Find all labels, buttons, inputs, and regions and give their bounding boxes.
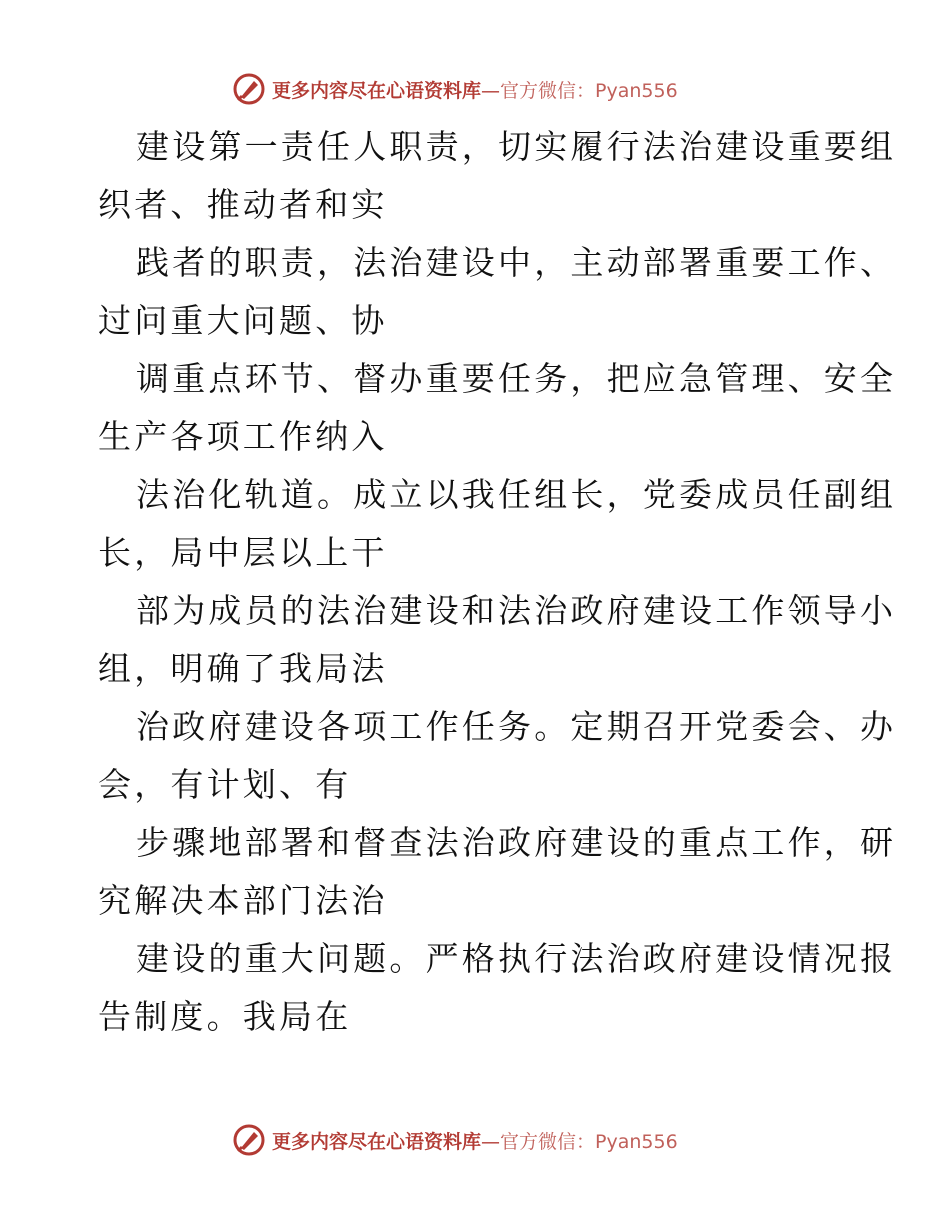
body-line: 生产各项工作纳入: [98, 417, 388, 456]
header-banner-dash: —: [481, 79, 501, 102]
body-line: 组，明确了我局法: [98, 649, 388, 688]
body-line: 建设第一责任人职责，切实履行法治建设重要组: [136, 127, 897, 166]
header-banner-contact: 官方微信：Pyan556: [500, 79, 678, 102]
footer-banner-main: 更多内容尽在心语资料库: [272, 1130, 482, 1153]
body-line: 长，局中层以上干: [98, 533, 388, 572]
body-line: 究解决本部门法治: [98, 881, 388, 920]
footer-banner-dash: —: [481, 1130, 501, 1153]
body-line: 会，有计划、有: [98, 765, 352, 804]
pen-nib-logo-icon: [232, 72, 266, 106]
document-body: [98, 118, 897, 1046]
body-line: 法治化轨道。成立以我任组长，党委成员任副组: [136, 475, 897, 514]
body-line: 过问重大问题、协: [98, 301, 388, 340]
body-line: 织者、推动者和实: [98, 185, 388, 224]
pen-nib-logo-icon: [232, 1123, 266, 1157]
header-banner: [232, 72, 678, 106]
body-line: 部为成员的法治建设和法治政府建设工作领导小: [136, 591, 897, 630]
body-line: 告制度。我局在: [98, 997, 352, 1036]
body-line: 践者的职责，法治建设中，主动部署重要工作、: [136, 243, 897, 282]
footer-banner-text: [272, 1127, 678, 1154]
footer-banner-contact: 官方微信：Pyan556: [500, 1130, 678, 1153]
header-banner-main: 更多内容尽在心语资料库: [272, 79, 482, 102]
body-line: 治政府建设各项工作任务。定期召开党委会、办: [136, 707, 897, 746]
body-line: 建设的重大问题。严格执行法治政府建设情况报: [136, 939, 897, 978]
body-line: 调重点环节、督办重要任务，把应急管理、安全: [136, 359, 897, 398]
header-banner-text: [272, 76, 678, 103]
footer-banner: [232, 1123, 678, 1157]
body-line: 步骤地部署和督查法治政府建设的重点工作，研: [136, 823, 897, 862]
